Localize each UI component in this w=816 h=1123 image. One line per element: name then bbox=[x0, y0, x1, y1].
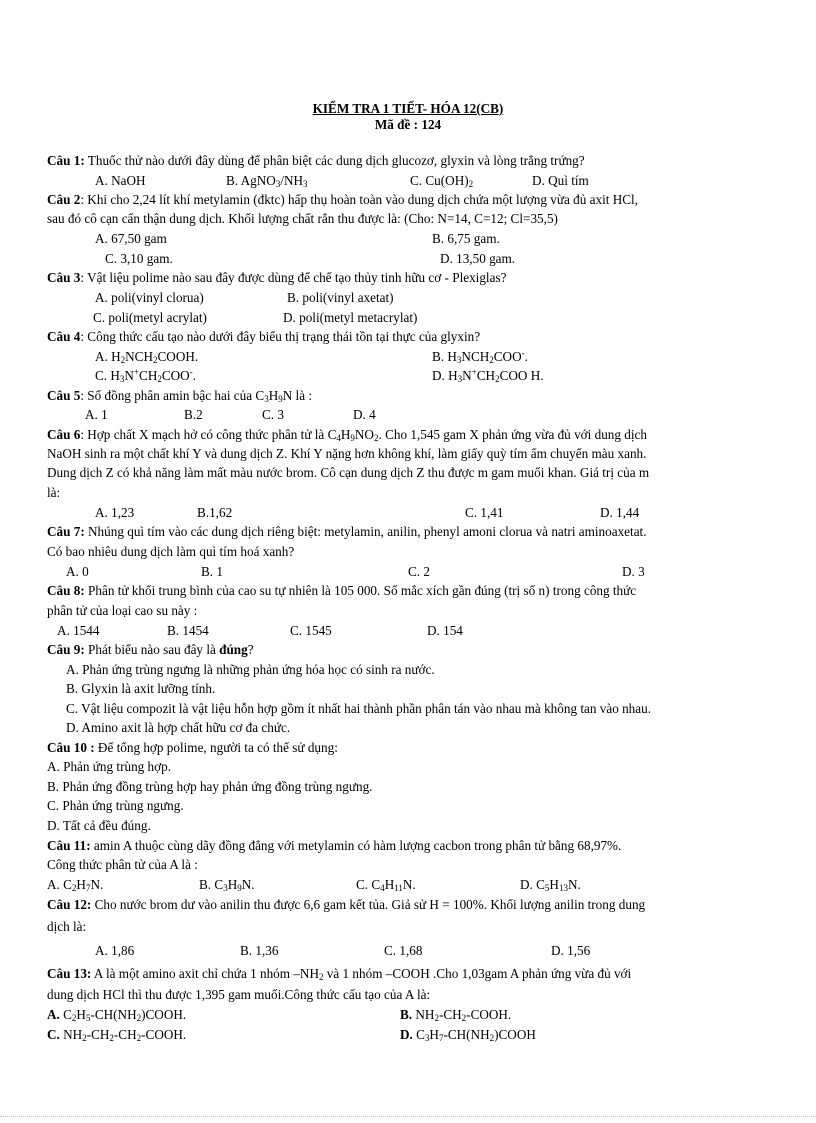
q5-option-b: B.2 bbox=[184, 407, 203, 422]
q10-option-b: B. Phản ứng đồng trùng hợp hay phản ứng đồng trùng ngưng. bbox=[47, 779, 373, 794]
q2-option-c: C. 3,10 gam. bbox=[105, 251, 173, 266]
q11-option-b: B. $C_3H_9N$. bbox=[199, 877, 255, 893]
q12-option-d: D. 1,56 bbox=[551, 943, 591, 958]
question-8-cont: phân tử của loại cao su này : bbox=[47, 603, 198, 618]
page-bottom-border bbox=[0, 1116, 816, 1117]
q7-option-c: C. 2 bbox=[408, 564, 430, 579]
q4-option-d: D. $H_3N^+CH_2COO$ H. bbox=[432, 367, 544, 384]
q6-option-b: B.1,62 bbox=[197, 505, 233, 520]
q8-option-b: B. 1454 bbox=[167, 623, 209, 638]
q3-option-b: B. poli(vinyl axetat) bbox=[287, 290, 394, 305]
q1-option-b: B. $AgNO_3/NH_3$ bbox=[226, 173, 308, 189]
question-9: Câu 9: Phát biểu nào sau đây là đúng? bbox=[47, 642, 254, 657]
q13-option-c: C. $NH_2-CH_2-CH_2$-COOH. bbox=[47, 1027, 187, 1043]
q12-option-b: B. 1,36 bbox=[240, 943, 279, 958]
question-1: Câu 1: Thuốc thử nào dưới đây dùng để phân biệt các dung dịch glucozơ, glyxin và lòng trắng trứng? bbox=[47, 153, 585, 168]
q6-option-c: C. 1,41 bbox=[465, 505, 504, 520]
q5-option-d: D. 4 bbox=[353, 407, 376, 422]
q6-option-d: D. 1,44 bbox=[600, 505, 640, 520]
q8-option-d: D. 154 bbox=[427, 623, 463, 638]
exam-title: KIỂM TRA 1 TIẾT- HÓA 12(CB) bbox=[312, 101, 504, 116]
q2-option-b: B. 6,75 gam. bbox=[432, 231, 500, 246]
q8-option-c: C. 1545 bbox=[290, 623, 332, 638]
q1-option-a: A. NaOH bbox=[95, 173, 146, 188]
q4-option-b: B. $H_3NCH_2COO^-$. bbox=[432, 348, 528, 365]
q3-option-a: A. poli(vinyl clorua) bbox=[95, 290, 204, 305]
q10-option-d: D. Tất cả đều đúng. bbox=[47, 818, 151, 833]
question-2-cont: sau đó cô cạn cẩn thận dung dịch. Khối lượng chất rắn thu được là: (Cho: N=14, C=12; Cl=35,5) bbox=[47, 211, 558, 226]
q13-option-a: A. $C_2H_5-CH(NH_2)COOH$. bbox=[47, 1007, 187, 1023]
question-7-cont: Có bao nhiêu dung dịch làm quì tím hoá xanh? bbox=[47, 544, 295, 559]
question-10: Câu 10 : Để tổng hợp polime, người ta có thể sử dụng: bbox=[47, 740, 338, 755]
question-3: Câu 3: Vật liệu polime nào sau đây được dùng để chế tạo thủy tinh hữu cơ - Plexiglas? bbox=[47, 270, 507, 285]
question-6-line3: Dung dịch Z có khả năng làm mất màu nước brom. Cô cạn dung dịch Z thu được m gam muối khan. Giá trị của m bbox=[47, 465, 650, 480]
question-12-cont: dịch là: bbox=[47, 919, 87, 934]
question-6-line4: là: bbox=[47, 485, 61, 500]
q3-option-d: D. poli(metyl metacrylat) bbox=[283, 310, 418, 325]
exam-code: Mã đề : 124 bbox=[374, 117, 442, 132]
q12-option-c: C. 1,68 bbox=[384, 943, 423, 958]
q4-option-a: A. $H_2NCH_2COOH$. bbox=[95, 349, 199, 365]
question-4: Câu 4: Công thức cấu tạo nào dưới đây biểu thị trạng thái tồn tại thực của glyxin? bbox=[47, 329, 481, 344]
q9-option-a: A. Phản ứng trùng ngưng là những phản ứng hóa học có sinh ra nước. bbox=[66, 662, 435, 677]
q7-option-b: B. 1 bbox=[201, 564, 223, 579]
question-6: Câu 6: Hợp chất X mạch hở có công thức phân tử là $C_4H_9NO_2$. Cho 1,545 gam X phản ứng vừa đủ với dung dịch bbox=[47, 427, 647, 443]
q11-option-d: D. $C_5H_{13}N$. bbox=[520, 877, 581, 893]
q2-option-a: A. 67,50 gam bbox=[95, 231, 167, 246]
q12-option-a: A. 1,86 bbox=[95, 943, 135, 958]
q7-option-a: A. 0 bbox=[66, 564, 89, 579]
question-8: Câu 8: Phân tử khối trung bình của cao su tự nhiên là 105 000. Số mắc xích gần đúng (trị số n) trong công thức bbox=[47, 583, 637, 598]
q10-option-c: C. Phản ứng trùng ngưng. bbox=[47, 798, 184, 813]
q4-option-c: C. $H_3N^+CH_2COO^-$. bbox=[95, 367, 196, 384]
question-2: Câu 2: Khi cho 2,24 lít khí metylamin (đktc) hấp thụ hoàn toàn vào dung dịch chứa một lượng vừa đủ axit HCl, bbox=[47, 192, 638, 207]
q9-option-d: D. Amino axit là hợp chất hữu cơ đa chức. bbox=[66, 720, 291, 735]
q8-option-a: A. 1544 bbox=[57, 623, 100, 638]
q11-option-c: C. $C_4H_{11}N$. bbox=[356, 877, 416, 893]
q13-option-b: B. $NH_2-CH_2$-COOH. bbox=[400, 1007, 512, 1023]
question-11-cont: Công thức phân tử của A là : bbox=[47, 857, 198, 872]
question-12: Câu 12: Cho nước brom dư vào anilin thu được 6,6 gam kết tủa. Giả sử H = 100%. Khối lượng anilin trong dung bbox=[47, 897, 646, 912]
question-11: Câu 11: amin A thuộc cùng dãy đồng đẳng với metylamin có hàm lượng cacbon trong phân tử bằng 68,97%. bbox=[47, 838, 622, 853]
question-7: Câu 7: Nhúng quì tím vào các dung dịch riêng biệt: metylamin, anilin, phenyl amoni clorua và natri aminoaxetat. bbox=[47, 524, 647, 539]
q5-option-a: A. 1 bbox=[85, 407, 108, 422]
question-13-cont: dung dịch HCl thì thu được 1,395 gam muối.Công thức cấu tạo của A là: bbox=[47, 987, 431, 1002]
question-6-line2: NaOH sinh ra một chất khí Y và dung dịch Z. Khí Y nặng hơn không khí, làm giấy quỳ tím ẩm chuyển màu xanh. bbox=[47, 446, 647, 461]
q10-option-a: A. Phản ứng trùng hợp. bbox=[47, 759, 172, 774]
q9-option-c: C. Vật liệu compozit là vật liệu hỗn hợp gồm ít nhất hai thành phần phân tán vào nhau mà không tan vào nhau. bbox=[66, 701, 652, 716]
question-5: Câu 5: Số đồng phân amin bậc hai của $C_3H_9N$ là : bbox=[47, 388, 313, 404]
q13-option-d: D. $C_3H_7-CH(NH_2)COOH$ bbox=[400, 1027, 536, 1043]
q9-option-b: B. Glyxin là axit lưỡng tính. bbox=[66, 681, 216, 696]
q3-option-c: C. poli(metyl acrylat) bbox=[93, 310, 207, 325]
q2-option-d: D. 13,50 gam. bbox=[440, 251, 516, 266]
q11-option-a: A. $C_2H_7N$. bbox=[47, 877, 104, 893]
q1-option-c: C. $Cu(OH)_2$ bbox=[410, 173, 474, 189]
q6-option-a: A. 1,23 bbox=[95, 505, 135, 520]
q5-option-c: C. 3 bbox=[262, 407, 284, 422]
q1-option-d: D. Quì tím bbox=[532, 173, 589, 188]
question-13: Câu 13: A là một amino axit chỉ chứa 1 nhóm $-NH_2$ và 1 nhóm –COOH .Cho 1,03gam A phản ứng vừa đủ với bbox=[47, 966, 632, 982]
q7-option-d: D. 3 bbox=[622, 564, 645, 579]
